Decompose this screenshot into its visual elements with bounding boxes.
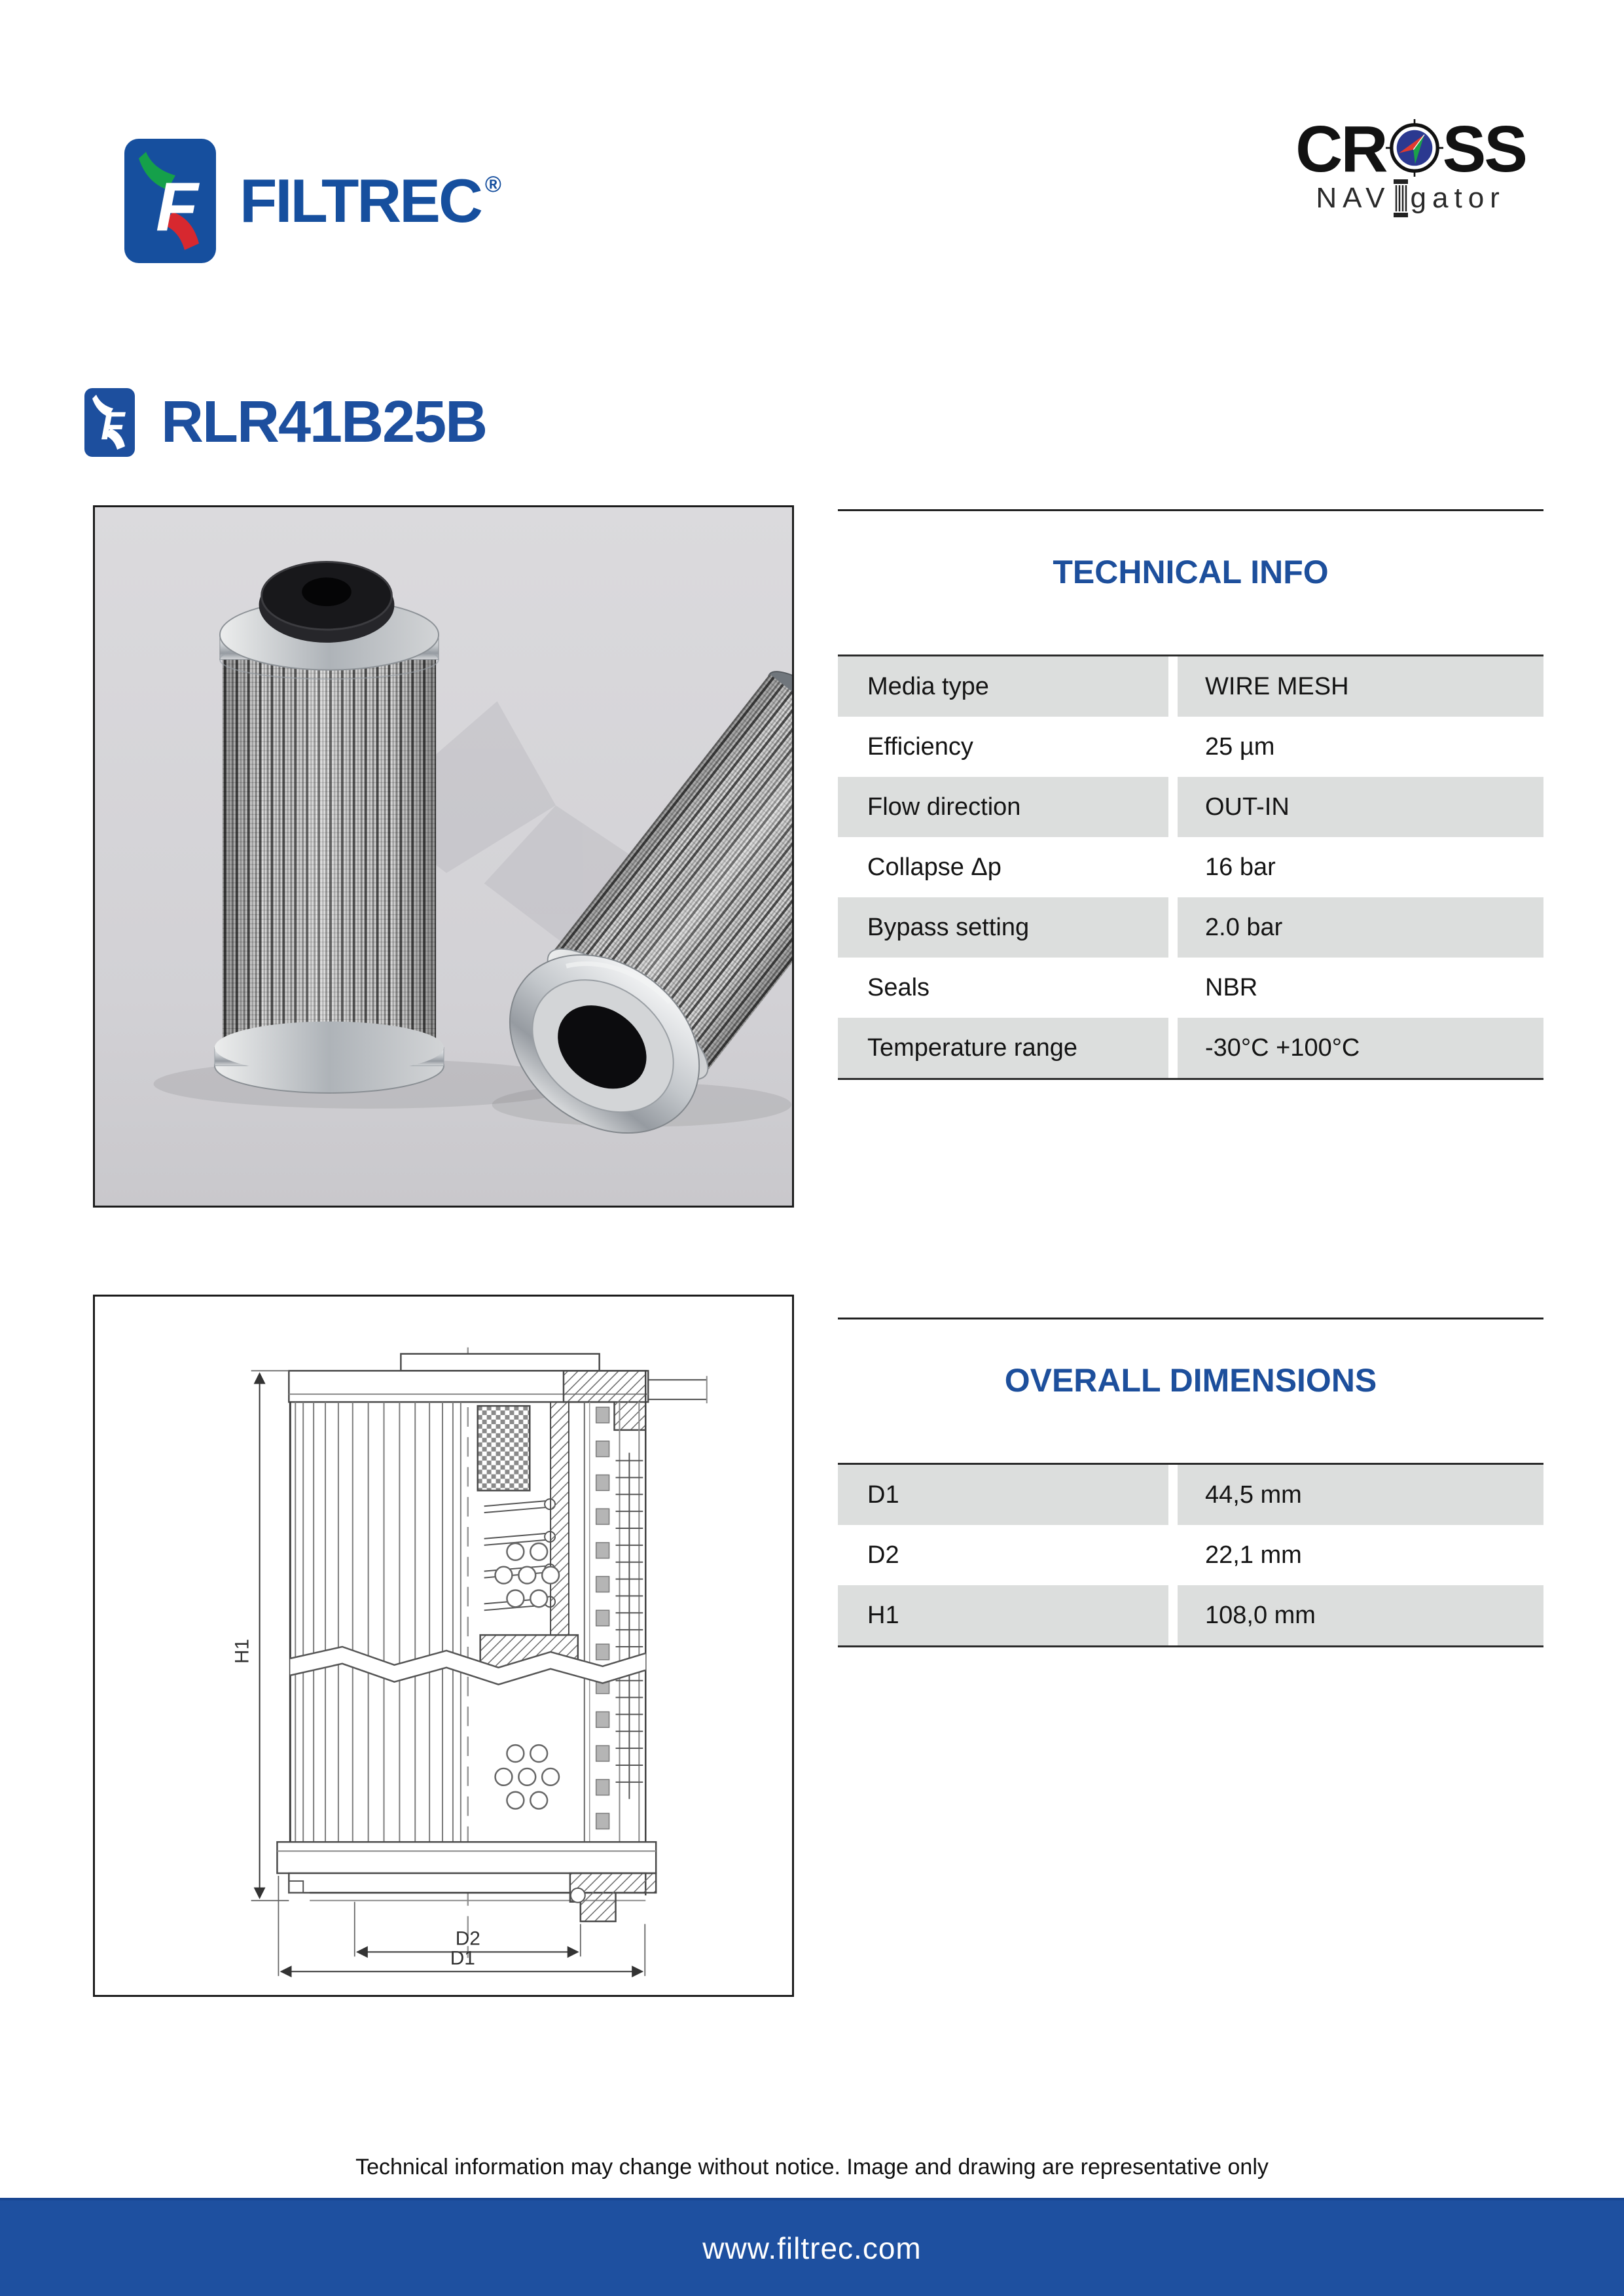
filtrec-brand-text: FILTREC [240, 166, 481, 235]
table-row [838, 897, 1543, 958]
product-photo [93, 505, 794, 1208]
product-title [84, 388, 486, 457]
disclaimer-text: Technical information may change without notice. Image and drawing are representative only [355, 2155, 1269, 2179]
dim-label-h1: H1 [231, 1638, 253, 1664]
spec-value: 22,1 mm [1205, 1541, 1302, 1569]
navigator-wordmark [1295, 179, 1526, 217]
overall-dimensions-table [838, 1463, 1543, 1647]
spec-label: Media type [838, 656, 1168, 717]
table-row [838, 1465, 1543, 1525]
overall-dimensions-divider [838, 1318, 1543, 1319]
table-row [838, 1585, 1543, 1645]
table-row [838, 837, 1543, 897]
filtrec-wordmark [240, 166, 501, 235]
product-mark-icon [84, 388, 135, 457]
nav-text: NAV [1316, 182, 1391, 214]
compass-icon [1386, 119, 1443, 177]
technical-drawing [93, 1295, 794, 1997]
product-photo-image [95, 507, 792, 1206]
technical-info-table [838, 655, 1543, 1080]
spec-value: 108,0 mm [1178, 1585, 1543, 1645]
spec-value: 44,5 mm [1178, 1465, 1543, 1525]
column-icon [1394, 179, 1408, 217]
overall-dimensions-title: OVERALL DIMENSIONS [1004, 1362, 1377, 1399]
spec-value: -30°C +100°C [1178, 1018, 1543, 1078]
svg-text:F: F [101, 404, 125, 448]
spec-value: 2.0 bar [1178, 897, 1543, 958]
gator-text: gator [1410, 182, 1506, 214]
filtrec-logo [124, 139, 501, 263]
table-row [838, 777, 1543, 837]
filter-element-standing [215, 562, 444, 1093]
spec-value: 16 bar [1205, 853, 1276, 881]
footer-bar [0, 2198, 1624, 2296]
spec-label: Bypass setting [838, 897, 1168, 958]
spec-label: Seals [867, 973, 930, 1001]
spec-label: D1 [838, 1465, 1168, 1525]
technical-drawing-image [95, 1297, 792, 1995]
table-row [838, 1525, 1543, 1585]
spec-value: NBR [1205, 973, 1258, 1001]
cross-wordmark [1295, 113, 1526, 186]
technical-info-divider [838, 509, 1543, 511]
cross-text-cr: CR [1295, 113, 1386, 186]
registered-trademark: ® [484, 172, 501, 197]
cross-navigator-logo [1295, 113, 1526, 217]
spec-label: Collapse Δp [867, 853, 1001, 881]
spec-label: D2 [867, 1541, 899, 1569]
spec-label: Temperature range [838, 1018, 1168, 1078]
svg-text:F: F [156, 168, 198, 245]
table-row [838, 1018, 1543, 1078]
dim-label-d2: D2 [455, 1928, 480, 1950]
table-row [838, 717, 1543, 777]
cross-text-ss: SS [1442, 113, 1526, 186]
technical-info-title: TECHNICAL INFO [1053, 554, 1329, 590]
spec-value: WIRE MESH [1178, 656, 1543, 717]
spec-label: H1 [838, 1585, 1168, 1645]
website-link[interactable]: www.filtrec.com [702, 2231, 922, 2265]
spec-label: Flow direction [838, 777, 1168, 837]
spec-value: 25 µm [1205, 732, 1275, 761]
spec-label: Efficiency [867, 732, 973, 761]
table-row [838, 958, 1543, 1018]
product-code: RLR41B25B [161, 389, 487, 455]
filtrec-mark-icon [124, 139, 216, 263]
dim-label-d1: D1 [450, 1947, 475, 1969]
spec-value: OUT-IN [1178, 777, 1543, 837]
table-row [838, 656, 1543, 717]
